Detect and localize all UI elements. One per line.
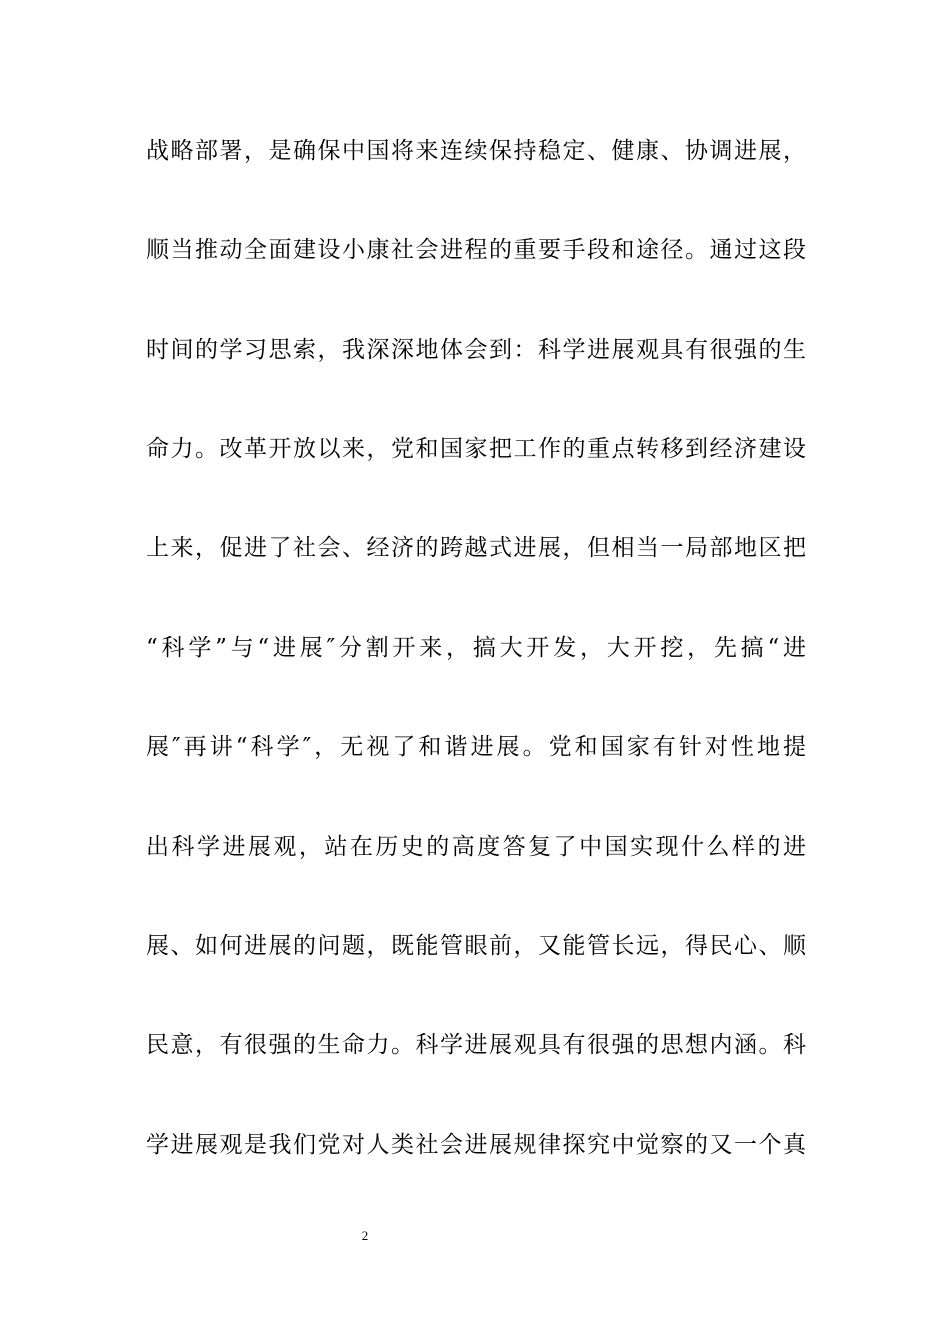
- body-text-line: 出科学进展观，站在历史的高度答复了中国实现什么样的进: [146, 834, 806, 860]
- body-text-line: 展″再讲“科学″，无视了和谐进展。党和国家有针对性地提: [146, 734, 806, 760]
- page-number: 2: [361, 1228, 369, 1243]
- body-text-line: 时间的学习思索，我深深地体会到：科学进展观具有很强的生: [146, 337, 806, 363]
- body-text-line: “科学”与“进展″分割开来，搞大开发，大开挖，先搞“进: [146, 635, 806, 661]
- body-text-line: 学进展观是我们党对人类社会进展规律探究中觉察的又一个真: [146, 1132, 806, 1158]
- body-text-line: 顺当推动全面建设小康社会进程的重要手段和途径。通过这段: [146, 237, 806, 263]
- body-text-line: 上来，促进了社会、经济的跨越式进展，但相当一局部地区把: [146, 535, 806, 561]
- body-text-line: 展、如何进展的问题，既能管眼前，又能管长远，得民心、顺: [146, 933, 806, 959]
- body-text-line: 命力。改革开放以来，党和国家把工作的重点转移到经济建设: [146, 436, 806, 462]
- body-text-line: 战略部署，是确保中国将来连续保持稳定、健康、协调进展，: [146, 138, 806, 164]
- body-text-line: 民意，有很强的生命力。科学进展观具有很强的思想内涵。科: [146, 1032, 806, 1058]
